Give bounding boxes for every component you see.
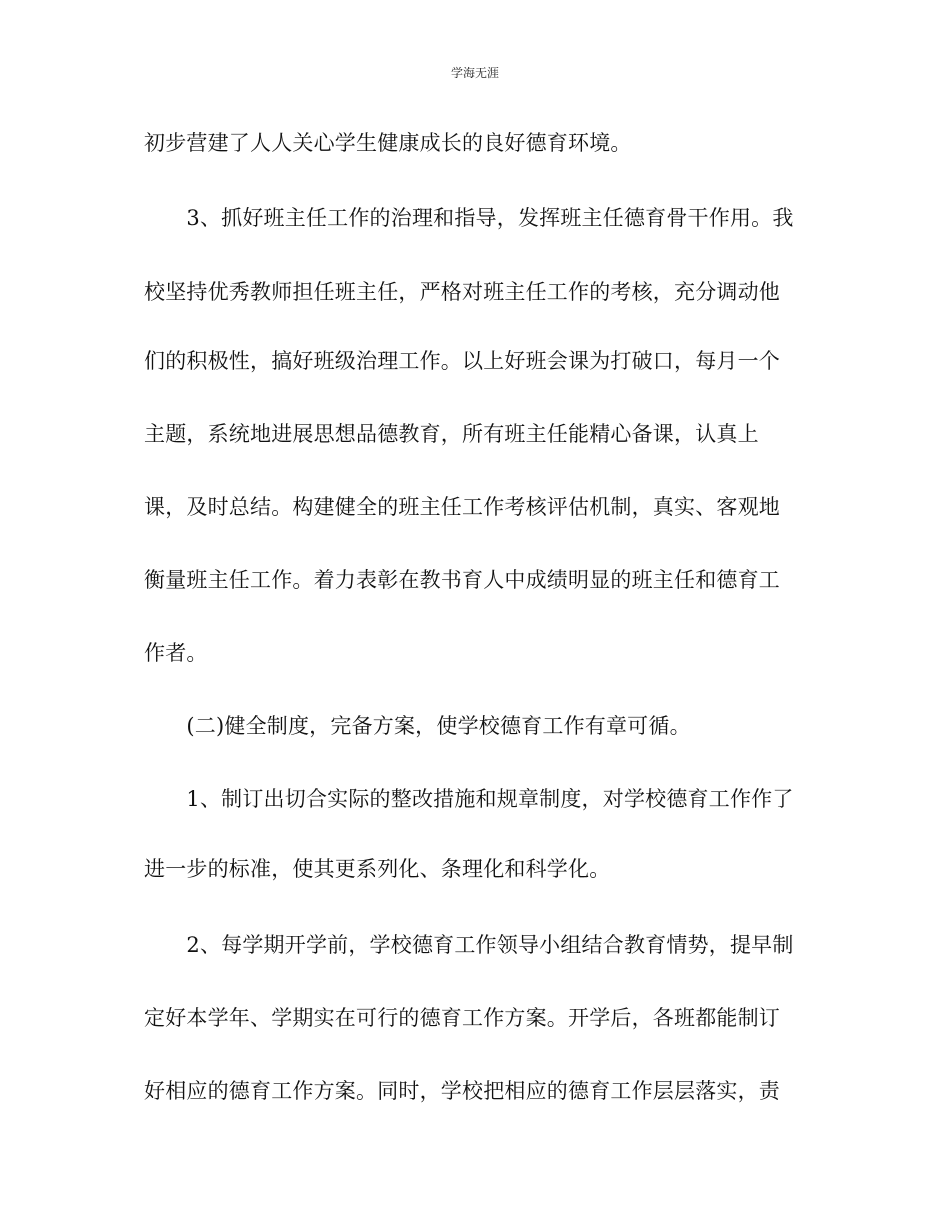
paragraph-line: 进一步的标准，使其更系列化、条理化和科学化。: [144, 857, 611, 881]
paragraph-line: 初步营建了人人关心学生健康成长的良好德育环境。: [144, 131, 632, 155]
paragraph-line: 好相应的德育工作方案。同时，学校把相应的德育工作层层落实，责: [144, 1079, 780, 1103]
paragraph-line: 2、每学期开学前，学校德育工作领导小组结合教育情势，提早制: [144, 933, 794, 957]
paragraph-line: 们的积极性，搞好班级治理工作。以上好班会课为打破口，每月一个: [144, 349, 780, 373]
paragraph-line: (二)健全制度，完备方案，使学校德育工作有章可循。: [144, 714, 691, 738]
paragraph-line: 1、制订出切合实际的整改措施和规章制度，对学校德育工作作了: [144, 787, 794, 811]
paragraph-line: 定好本学年、学期实在可行的德育工作方案。开学后，各班都能制订: [144, 1006, 780, 1030]
paragraph-line: 3、抓好班主任工作的治理和指导，发挥班主任德育骨干作用。我: [144, 206, 794, 230]
paragraph-line: 作者。: [144, 641, 208, 665]
paragraph-line: 课，及时总结。构建健全的班主任工作考核评估机制，真实、客观地: [144, 495, 780, 519]
paragraph-line: 校坚持优秀教师担任班主任，严格对班主任工作的考核，充分调动他: [144, 280, 780, 304]
paragraph-line: 衡量班主任工作。着力表彰在教书育人中成绩明显的班主任和德育工: [144, 568, 780, 592]
page-header: 学海无涯: [450, 66, 499, 80]
paragraph-line: 主题，系统地进展思想品德教育，所有班主任能精心备课，认真上: [144, 422, 759, 446]
